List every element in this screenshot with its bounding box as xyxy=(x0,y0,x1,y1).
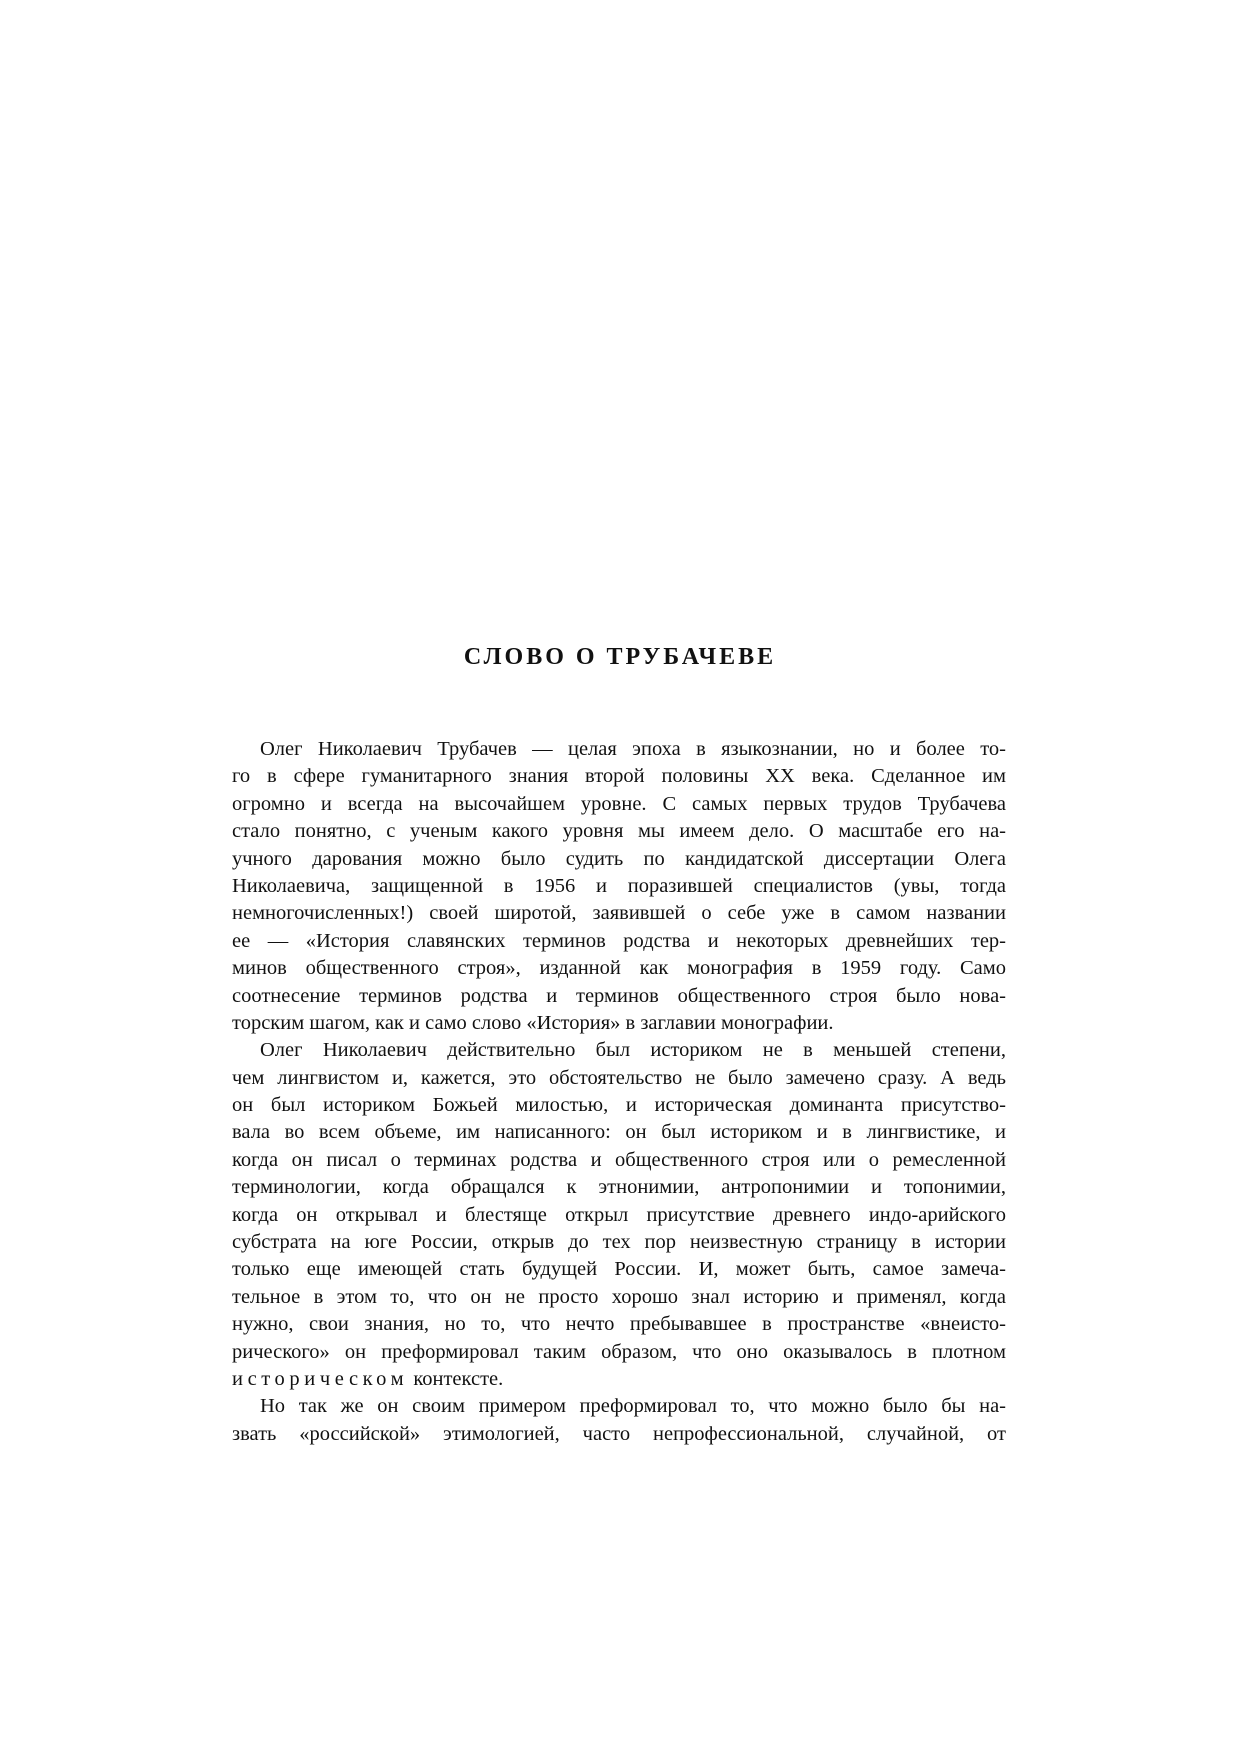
paragraph-1 xyxy=(232,736,1006,1037)
page-title: СЛОВО О ТРУБАЧЕВЕ xyxy=(463,644,777,670)
text-line: терминологии, когда обращался к этнонимии, антропонимии и топонимии, xyxy=(232,1176,1006,1199)
body-text xyxy=(232,736,1006,1448)
paragraph-2 xyxy=(232,1037,1006,1393)
text-fragment: контексте. xyxy=(408,1367,504,1390)
spaced-emphasis: историческом xyxy=(232,1367,409,1390)
text-line: минов общественного строя», изданной как монография в 1959 году. Само xyxy=(232,957,1006,980)
text-line: Николаевича, защищенной в 1956 и поразившей специалистов (увы, тогда xyxy=(232,874,1006,897)
text-line: только еще имеющей стать будущей России. И, может быть, самое замеча- xyxy=(232,1258,1006,1281)
text-line: стало понятно, с ученым какого уровня мы имеем дело. О масштабе его на- xyxy=(232,820,1006,843)
text-line: он был историком Божьей милостью, и историческая доминанта присутство- xyxy=(232,1094,1006,1117)
paragraph-3 xyxy=(232,1393,1006,1448)
text-line: звать «российской» этимологией, часто непрофессиональной, случайной, от xyxy=(232,1422,1006,1445)
text-line: Олег Николаевич действительно был историком не в меньшей степени, xyxy=(260,1039,1006,1062)
text-line: субстрата на юге России, открыв до тех пор неизвестную страницу в истории xyxy=(232,1231,1006,1254)
text-line xyxy=(232,1366,1006,1393)
text-line: рического» он преформировал таким образом, что оно оказывалось в плотном xyxy=(232,1340,1006,1363)
text-line: учного дарования можно было судить по кандидатской диссертации Олега xyxy=(232,847,1006,870)
text-line: го в сфере гуманитарного знания второй половины XX века. Сделанное им xyxy=(232,765,1006,788)
text-line: немногочисленных!) своей широтой, заявившей о себе уже в самом названии xyxy=(232,902,1006,925)
text-line: соотнесение терминов родства и терминов общественного строя было нова- xyxy=(232,984,1006,1007)
text-line: нужно, свои знания, но то, что нечто пребывавшее в пространстве «внеисто- xyxy=(232,1313,1006,1336)
text-line: ее — «История славянских терминов родства и некоторых древнейших тер- xyxy=(232,929,1006,952)
text-line: когда он открывал и блестяще открыл присутствие древнего индо-арийского xyxy=(232,1203,1006,1226)
text-line: вала во всем объеме, им написанного: он был историком и в лингвистике, и xyxy=(232,1121,1006,1144)
text-line: Но так же он своим примером преформировал то, что можно было бы на- xyxy=(260,1395,1006,1418)
text-line: тельное в этом то, что он не просто хорошо знал историю и применял, когда xyxy=(232,1285,1006,1308)
text-line: Олег Николаевич Трубачев — целая эпоха в языкознании, но и более то- xyxy=(260,738,1006,760)
text-line: чем лингвистом и, кажется, это обстоятельство не было замечено сразу. А ведь xyxy=(232,1066,1006,1089)
text-line: торским шагом, как и само слово «История» в заглавии монографии. xyxy=(232,1011,834,1034)
text-line: огромно и всегда на высочайшем уровне. С самых первых трудов Трубачева xyxy=(232,792,1006,815)
text-line: когда он писал о терминах родства и общественного строя или о ремесленной xyxy=(232,1148,1006,1171)
